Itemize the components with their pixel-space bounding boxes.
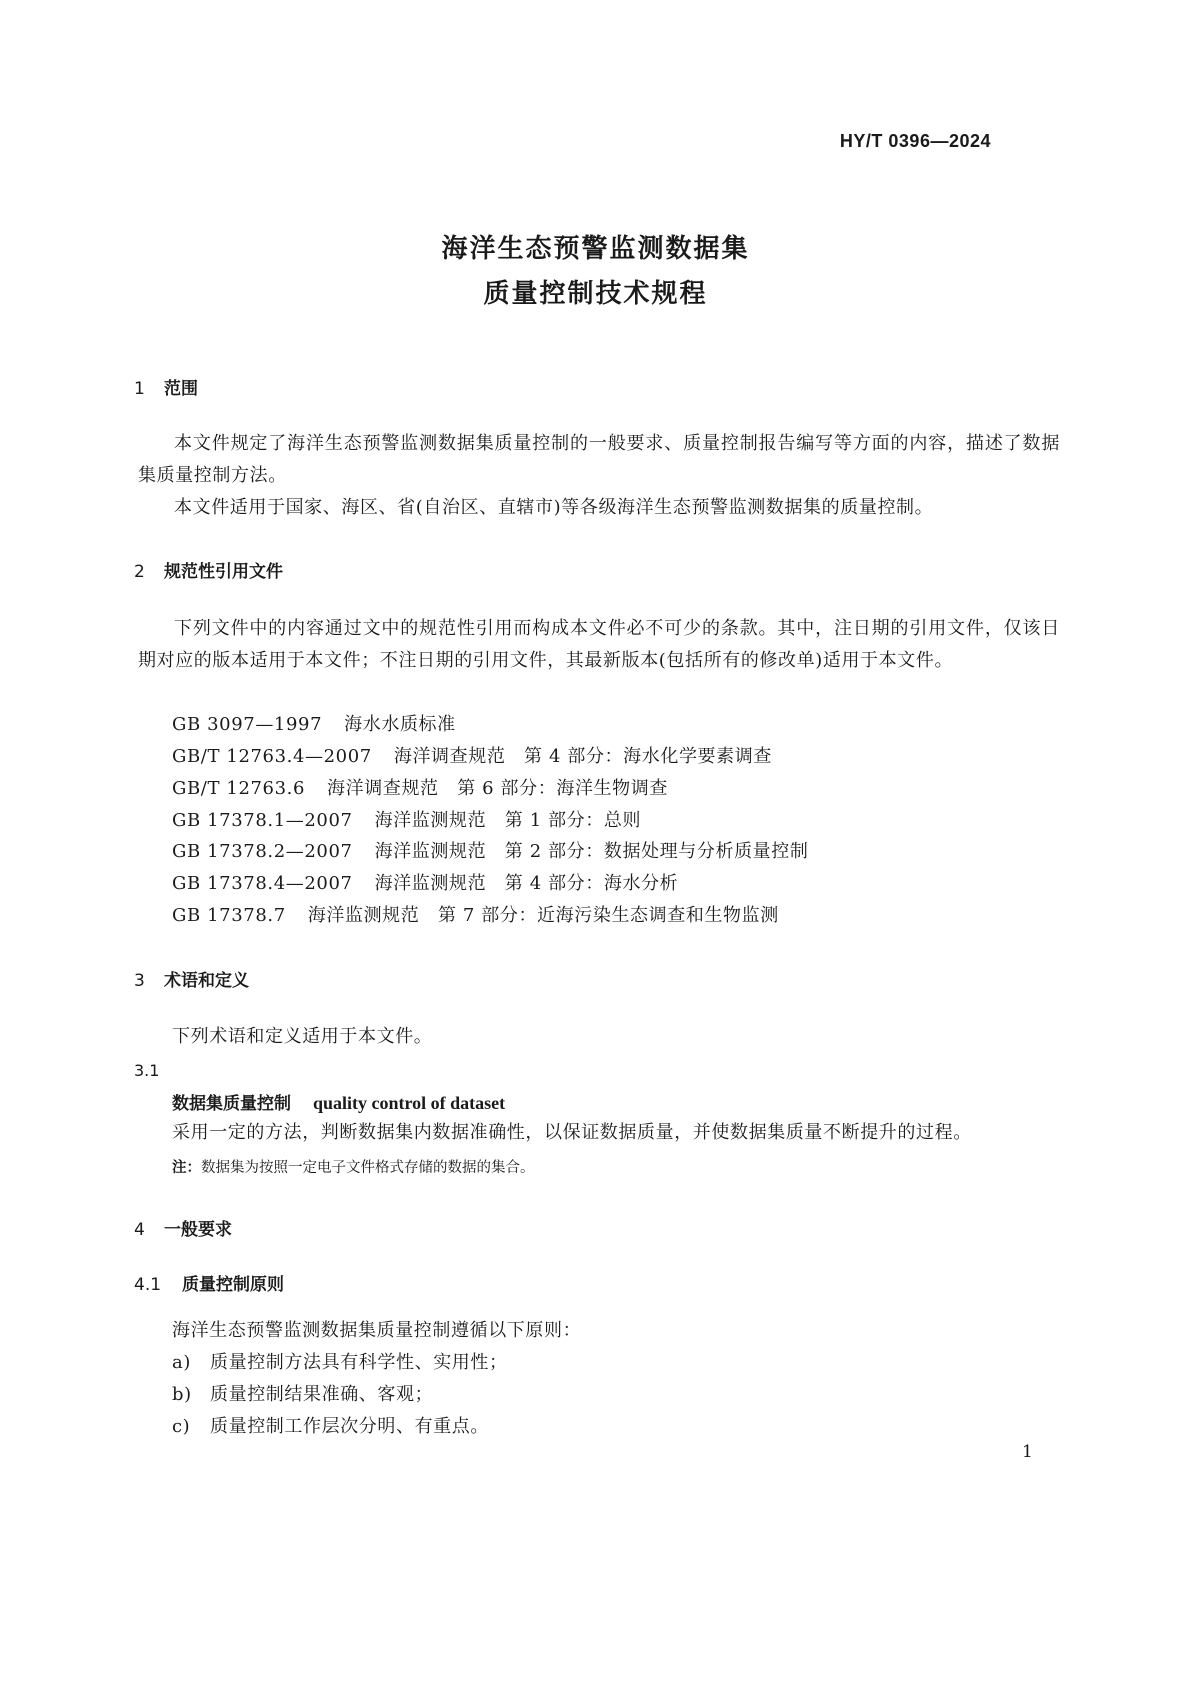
section-2-intro: 下列文件中的内容通过文中的规范性引用而构成本文件必不可少的条款。其中，注日期的引用文件，仅该日期对应的版本适用于本文件；不注日期的引用文件，其最新版本(包括所有的修改单)适用于本文件。 (138, 618, 1060, 671)
section-title: 术语和定义 (164, 971, 249, 991)
reference-item (172, 836, 808, 868)
section-1-heading (134, 374, 198, 399)
reference-title: 海洋监测规范 第 1 部分：总则 (374, 810, 642, 831)
reference-code: GB 17378.7 (172, 905, 286, 926)
reference-title: 海洋监测规范 第 7 部分：近海污染生态调查和生物监测 (307, 905, 779, 926)
section-2-heading (134, 557, 283, 582)
reference-code: GB 17378.4—2007 (172, 873, 353, 894)
reference-title: 海洋调查规范 第 6 部分：海洋生物调查 (327, 778, 668, 799)
list-item (172, 1347, 508, 1379)
term-english: quality control of dataset (313, 1093, 506, 1113)
reference-code: GB 17378.2—2007 (172, 841, 353, 862)
list-item (172, 1411, 489, 1443)
document-title-line2: 质量控制技术规程 (483, 279, 708, 309)
standard-code: HY/T 0396—2024 (839, 131, 991, 151)
section-1-paragraph-2: 本文件适用于国家、海区、省(自治区、直辖市)等各级海洋生态预警监测数据集的质量控制。 (174, 497, 934, 518)
section-1-paragraph-1: 本文件规定了海洋生态预警监测数据集质量控制的一般要求、质量控制报告编写等方面的内容，描述了数据集质量控制方法。 (138, 433, 1060, 486)
section-title: 一般要求 (164, 1220, 232, 1240)
term-number: 3.1 (134, 1061, 160, 1080)
subsection-4-1-heading (134, 1270, 284, 1295)
list-marker: b) (172, 1384, 192, 1405)
reference-code: GB/T 12763.6 (172, 778, 306, 799)
term-chinese: 数据集质量控制 (172, 1094, 291, 1114)
term-note (172, 1156, 535, 1177)
list-marker: c) (172, 1416, 191, 1437)
note-text: 数据集为按照一定电子文件格式存储的数据的集合。 (201, 1160, 535, 1176)
section-4-1-intro: 海洋生态预警监测数据集质量控制遵循以下原则： (172, 1320, 582, 1341)
reference-item (172, 709, 456, 741)
section-title: 规范性引用文件 (164, 562, 283, 582)
reference-item (172, 805, 641, 837)
list-marker: a) (172, 1352, 191, 1373)
reference-code: GB/T 12763.4—2007 (172, 746, 372, 767)
list-text: 质量控制结果准确、客观； (210, 1384, 434, 1405)
list-text: 质量控制方法具有科学性、实用性； (210, 1352, 508, 1373)
list-text: 质量控制工作层次分明、有重点。 (210, 1416, 489, 1437)
section-number: 4 (134, 1220, 145, 1240)
section-title: 范围 (164, 379, 198, 399)
reference-code: GB 3097—1997 (172, 714, 323, 735)
reference-item (172, 900, 779, 932)
reference-item (172, 773, 668, 805)
reference-title: 海洋监测规范 第 2 部分：数据处理与分析质量控制 (374, 841, 809, 862)
section-3-heading (134, 966, 249, 991)
subsection-number: 4.1 (134, 1275, 162, 1295)
section-3-intro: 下列术语和定义适用于本文件。 (172, 1026, 433, 1047)
note-label: 注： (172, 1160, 201, 1176)
reference-code: GB 17378.1—2007 (172, 810, 353, 831)
reference-item (172, 868, 678, 900)
section-number: 1 (134, 379, 145, 399)
reference-title: 海洋监测规范 第 4 部分：海水分析 (374, 873, 679, 894)
reference-title: 海水水质标准 (344, 714, 456, 735)
list-item (172, 1379, 433, 1411)
page-number: 1 (1022, 1442, 1033, 1462)
document-title-line1: 海洋生态预警监测数据集 (441, 234, 750, 264)
section-number: 2 (134, 562, 145, 582)
section-4-heading (134, 1215, 232, 1240)
term-definition: 采用一定的方法，判断数据集内数据准确性，以保证数据质量，并使数据集质量不断提升的过程。 (172, 1122, 972, 1143)
term-entry (172, 1089, 505, 1114)
reference-item (172, 741, 772, 773)
subsection-title: 质量控制原则 (182, 1275, 284, 1295)
reference-title: 海洋调查规范 第 4 部分：海水化学要素调查 (393, 746, 772, 767)
section-number: 3 (134, 971, 145, 991)
